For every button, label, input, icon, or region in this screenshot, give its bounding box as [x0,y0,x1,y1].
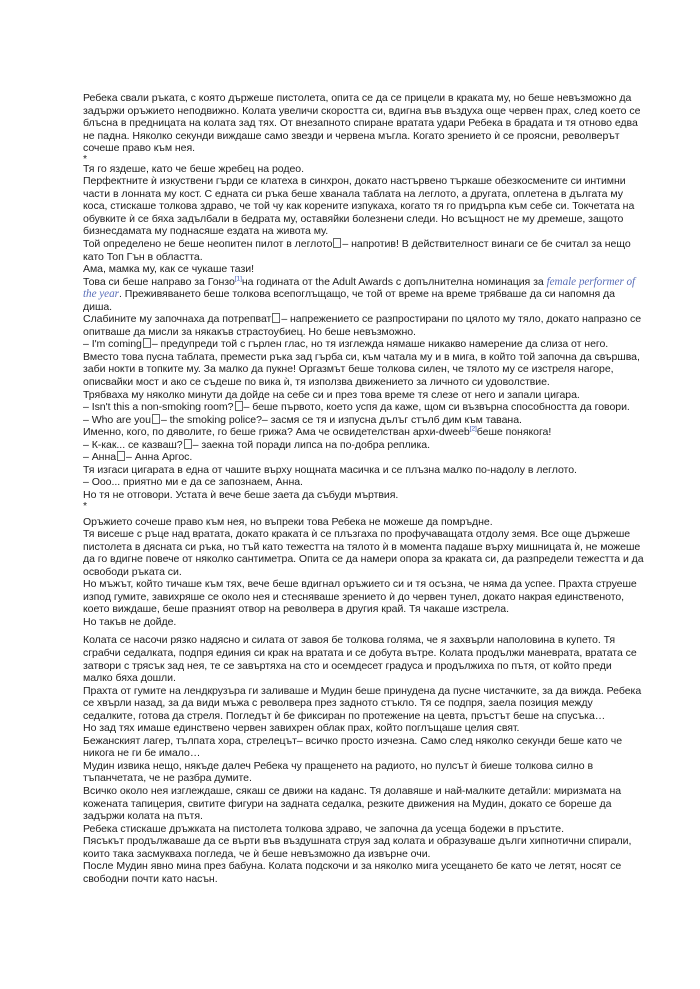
paragraph: Тя изгаси цигарата в една от чашите върху нощната масичка и се плъзна малко по-надолу в леглото. [83,463,577,476]
paragraph: Тя висеше с ръце над вратата, докато краката ѝ се плъзгаха по профучаващата отдолу земя. Все още държеше пистолета в дясната си ръка, но тъй като тежестта на тялото ѝ в момента падаше върху мишницата ѝ, не можеше да го вдигне повече от няколко сантиметра. Опита се да намери опора за краката си, да разпредели тежестта и да освободи ръката си. [83,528,644,578]
paragraph: – Анна – Анна Аргос. [83,451,193,464]
paragraph: – К-как... се казваш? – заекна той поради липса на по-добра реплика. [83,438,430,451]
paragraph: Но тя не отговори. Устата ѝ вече беше заета да събуди мъртвия. [83,488,399,501]
paragraph: – Who are you – the smoking police?– засмя се тя и изпусна дълъг стълб дим към тавана. [83,413,522,426]
footnote-ref-1[interactable]: [1] [234,275,242,283]
missing-glyph-icon [117,451,125,461]
missing-glyph-icon [333,238,341,248]
paragraph: Но мъжът, който тичаше към тях, вече беше вдигнал оръжието си и тя осъзна, че няма да успее. Прахта струеше изпод гумите, завихряше се около нея и стесняваше зрението ѝ до червен тунел, докато накрая единственото, което виждаше, беше празният отвор на револвера в другия край. Тя чакаше изстрела. [83,578,637,616]
paragraph: Тя го яздеше, като че беше жребец на родео. [83,162,304,175]
paragraph: Но такъв не дойде. [83,615,177,628]
paragraph: Мудин извика нещо, някъде далеч Ребека чу пращенето на радиото, но пулсът ѝ биеше толкова силно в тъпанчетата, че не разбра думите. [83,759,594,785]
paragraph: Ама, мамка му, как се чукаше тази! [83,263,254,276]
paragraph: Ребека свали ръката, с която държеше пистолета, опита се да се прицели в краката му, но беше невъзможно да задържи оръжието неподвижно. Колата увеличи скоростта си, вдигна във въздуха още червен прах, след което се блъсна в предницата на колата зад тях. От внезапното спиране вратата удари Ребека в брадата и тя отново едва не падна. Няколко секунди виждаше само звезди и червена мъгла. Когато зрението ѝ се проясни, револверът сочеше право към нея. [83,92,641,155]
missing-glyph-icon [272,313,280,323]
footnote-ref-2[interactable]: [2] [469,425,477,433]
section-separator: * [83,499,88,512]
missing-glyph-icon [152,414,160,424]
paragraph: – Isn't this a non-smoking room? – беше първото, което успя да каже, щом си възвърна способността да говори. [83,401,630,414]
paragraph: Трябваха му няколко минути да дойде на себе си и през това време тя слезе от него и запали цигара. [83,388,580,401]
paragraph: Всичко около нея изглеждаше, сякаш се движи на каданс. Тя долавяше и най-малките детайли: миризмата на кожената тапицерия, свитите фигури на задната седалка, резките движения на Мудин, докато се бореше да задържи колата на пътя. [83,784,622,823]
paragraph: Това си беше направо за Гонзо[1]на годината от the Adult Awards с допълнителна номинация за female performer of the year. Преживяването беше толкова всепоглъщащо, че той от време на време трябваше да си напомня да диша. [83,275,636,313]
paragraph: Но зад тях имаше единствено червен завихрен облак прах, който поглъщаше целия свят. [83,722,520,735]
italic-text: female performer of the year [83,275,636,301]
paragraph: Оръжието сочеше право към нея, но въпреки това Ребека не можеше да помръдне. [83,515,493,528]
missing-glyph-icon [184,439,192,449]
paragraph: Прахта от гумите на лендкрузъра ги заливаше и Мудин беше принудена да пусне чистачките, за да вижда. Ребека се хвърли назад, за да види мъжа с револвера през задното стъкло. Тя се подпря, заела позиция между седалките, готова да стреля. Погледът ѝ бе фиксиран по протежение на цевта, пръстът беше на спусъка… [83,684,642,722]
paragraph: Той определено не беше неопитен пилот в леглото – напротив! В действителност винаги се бе считал за нещо като Топ Гън в областта. [83,238,631,263]
paragraph: Ребека стискаше дръжката на пистолета толкова здраво, че започна да усеща бодежи в пръстите. [83,822,564,835]
paragraph: Перфектните ѝ изкуствени гърди се клатеха в синхрон, докато настървено търкаше обезкосмените си интимни части в лонната му кост. С едната си ръка беше хванала таблата на леглото, а другата, оплетена в дългата му коса, стискаше толкова здраво, че той чу как корените изпукаха, когато тя го придърпа към себе си. Токчетата на обувките ѝ се бяха задълбали в бедрата му, оставяйки болезнени следи. Но всъщност не му дремеше, защото бизнесдамата му поднасяше ездата на живота му. [83,175,635,238]
paragraph: – Ооо... приятно ми е да се запознаем, Анна. [83,476,303,489]
missing-glyph-icon [143,338,151,348]
section-separator: * [83,152,88,165]
paragraph: – I'm coming – предупреди той с гърлен глас, но тя изглежда нямаше никакво намерение да слиза от него. Вместо това пусна таблата, премести ръка зад гърба си, към чатала му и в мига, в който той започна да свършва, заби нокти в топките му. За малко да пукне! Оргазмът беше толкова силен, че тялото му се изстреля нагоре, описвайки мост и ако се съдеше по вика ѝ, тя използва движението за личното си удоволствие. [83,338,640,389]
missing-glyph-icon [235,401,243,411]
paragraph: Колата се насочи рязко надясно и силата от завоя бе толкова голяма, че я захвърли наполовина в купето. Тя сграбчи седалката, подпря единия си крак на вратата и се добута вътре. Колата продължи маневрата, вратата се затвори с трясък зад нея, те се завъртяха на сто и осемдесет градуса и продължиха по пътя, от който преди малко бяха дошли. [83,634,637,685]
paragraph: Бежанският лагер, тълпата хора, стрелецът– всичко просто изчезна. Само след няколко секунди беше като че никога не ги бе имало… [83,734,623,760]
paragraph: Пясъкът продължаваше да се върти във въздушната струя зад колата и образуваше дълги хипнотични спирали, които така засмукваха погледа, че ѝ беше невъзможно да извърне очи. [83,835,632,860]
paragraph: Именно, кого, по дяволите, го беше грижа? Ама че освидетелстван архи-dweeb[2]беше понякога! [83,425,552,439]
paragraph: После Мудин явно мина през бабуна. Колата подскочи и за няколко мига усещането бе като че летят, носят се свободни почти като насън. [83,860,622,885]
paragraph: Слабините му започнаха да потрепват – напрежението се разпростирани по цялото му тяло, докато напразно се опитваше да мисли за някакъв страстоубиец. Но беше невъзможно. [83,313,642,338]
